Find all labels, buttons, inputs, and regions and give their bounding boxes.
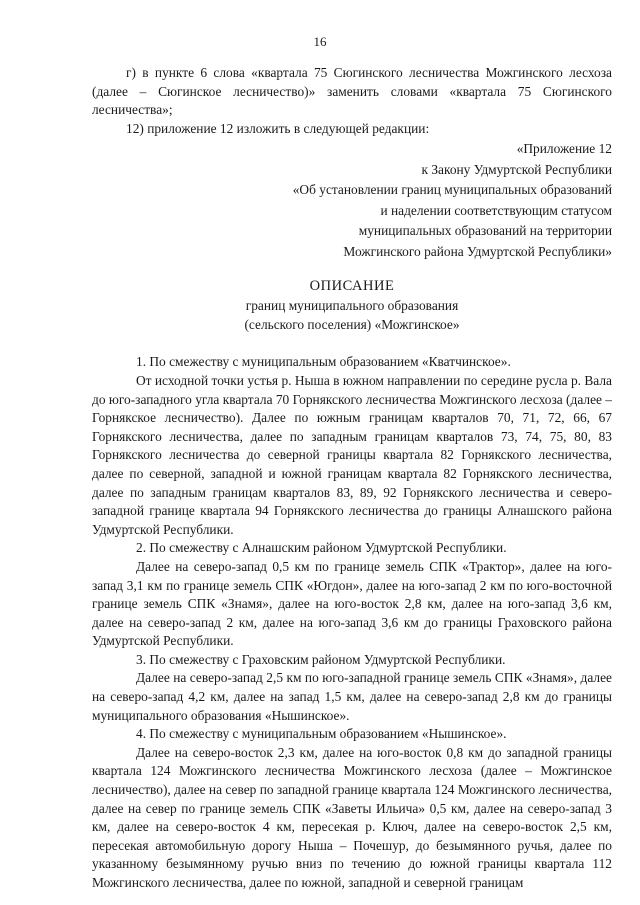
appendix-line: муниципальных образований на территории bbox=[358, 223, 612, 239]
appendix-line: «Об установлении границ муниципальных образований bbox=[292, 182, 612, 198]
description-subtitle: (сельского поселения) «Можгинское» bbox=[244, 317, 460, 333]
section-body: Далее на северо-восток 2,3 км, далее на юго-восток 0,8 км до западной границы квартала 124 Можгинского лесничества Можгинского лесхоза (далее – Можгинское лесничество), далее на север по западной границе квартала 124 Можгинского лесничества, далее на север по границе земель СПК «Заветы Ильича» 0,5 км, далее на северо-запад 3 км, далее на северо-восток 4 км, пересекая р. Ключ, далее на северо-восток 2,5 км, пересекая автомобильную дорогу Ныша – Почешур, до безымянного ручья, далее по указанному безымянному ручью вниз по течению до южной границы квартала 112 Можгинского лесничества, далее по южной, западной и северной границам bbox=[92, 744, 612, 890]
section-body: Далее на северо-запад 2,5 км по юго-западной границе земель СПК «Знамя», далее на северо-запад 4,2 км, далее на запад 1,5 км, далее на северо-запад 2,8 км до границы муниципального образования «Нышинское». bbox=[92, 670, 612, 723]
section-title: 4. По смежеству с муниципальным образованием «Нышинское». bbox=[136, 726, 507, 742]
description-heading bbox=[92, 276, 612, 334]
document-body bbox=[92, 64, 612, 893]
appendix-line: «Приложение 12 bbox=[516, 141, 612, 157]
section-title: 3. По смежеству с Граховским районом Удмуртской Республики. bbox=[136, 651, 506, 667]
appendix-line: и наделении соответствующим статусом bbox=[380, 202, 612, 218]
section-body: От исходной точки устья р. Ныша в южном направлении по середине русла р. Вала до юго-западного угла квартала 70 Горнякского лесничества Можгинского лесхоза (далее – Горнякское лесничество). Далее по южным границам кварталов 70, 71, 72, 66, 67 Горнякского лесничества, далее по западным границам кварталов 73, 74, 75, 80, 83 Горнякского лесничества до северной границы квартала 82 Горнякского лесничества, далее по северной, западной и южной границам квартала 82 Горнякского лесничества, далее по западным границам кварталов 83, 89, 92 Горнякского лесничества и северо-западной границе квартала 94 Горнякского лесничества до границы Алнашского района Удмуртской Республики. bbox=[92, 372, 613, 537]
amendment-item-12: 12) приложение 12 изложить в следующей редакции: bbox=[126, 120, 430, 136]
page-number: 16 bbox=[313, 34, 327, 49]
appendix-line: к Закону Удмуртской Республики bbox=[421, 161, 612, 177]
description-subtitle: границ муниципального образования bbox=[245, 298, 459, 314]
amendment-item-g: г) в пункте 6 слова «квартала 75 Сюгинского лесничества Можгинского лесхоза (далее – Сюгинское лесничество)» заменить словами «квартала 75 Сюгинского лесничества»; bbox=[92, 65, 612, 118]
description-title: ОПИСАНИЕ bbox=[309, 278, 395, 295]
appendix-header bbox=[92, 139, 612, 262]
section-title: 1. По смежеству с муниципальным образованием «Кватчинское». bbox=[136, 354, 511, 370]
appendix-line: Можгинского района Удмуртской Республики» bbox=[343, 243, 612, 259]
section-title: 2. По смежеству с Алнашским районом Удмуртской Республики. bbox=[136, 540, 507, 556]
section-body: Далее на северо-запад 0,5 км по границе земель СПК «Трактор», далее на юго-запад 3,1 км по границе земель СПК «Югдон», далее на юго-запад 2 км по юго-восточной границе земель СПК «Знамя», далее на юго-восток 2,8 км, далее на юго-запад 3,6 км, далее на северо-запад 2 км, далее на юго-запад 3,6 км до границы Граховского района Удмуртской Республики. bbox=[92, 558, 612, 649]
